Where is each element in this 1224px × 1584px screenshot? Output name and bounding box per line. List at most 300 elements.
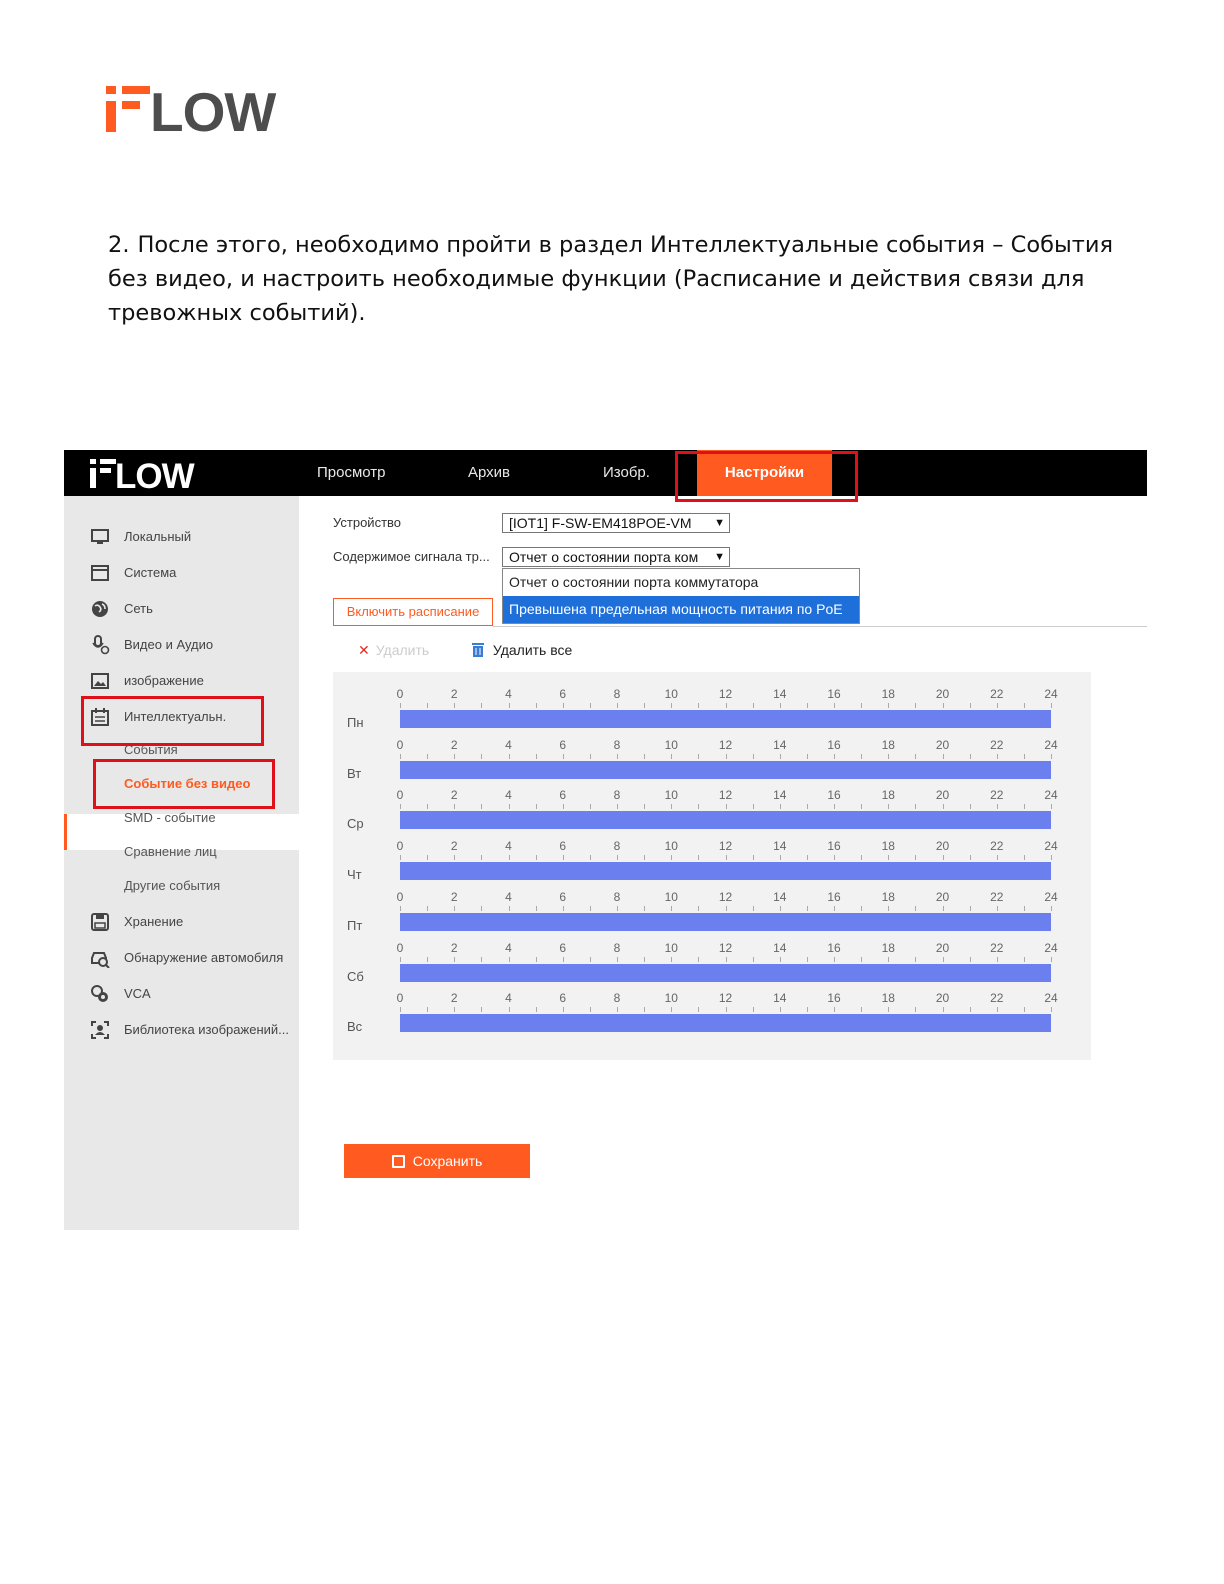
tick-mark — [481, 855, 482, 860]
sidebar-item-storage[interactable] — [64, 907, 299, 937]
tick-mark — [888, 906, 889, 911]
tick-mark — [834, 1007, 835, 1012]
dropdown-option-poe-exceeded[interactable]: Превышена предельная мощность питания по PoE — [503, 596, 859, 623]
signal-content-select[interactable] — [502, 547, 730, 567]
sidebar-item-label: Видео и Аудио — [124, 637, 214, 652]
tick-label: 22 — [990, 737, 1004, 752]
tick-mark — [834, 703, 835, 708]
day-label: Сб — [347, 968, 364, 984]
tick-mark — [563, 754, 564, 759]
tick-label: 6 — [559, 889, 567, 904]
tick-mark — [1051, 855, 1052, 860]
tick-mark — [753, 855, 754, 860]
tick-mark — [698, 1007, 699, 1012]
system-icon — [90, 563, 110, 583]
tick-mark — [915, 754, 916, 759]
tick-label: 24 — [1044, 737, 1058, 752]
tick-mark — [644, 804, 645, 809]
tick-mark — [807, 703, 808, 708]
sidebar-item-vehicle[interactable] — [64, 943, 299, 973]
tick-mark — [454, 957, 455, 962]
tick-label: 20 — [935, 788, 950, 803]
tick-label: 12 — [718, 687, 733, 701]
tick-mark — [834, 804, 835, 809]
tick-mark — [481, 804, 482, 809]
tick-mark — [427, 906, 428, 911]
nav-settings[interactable]: Настройки — [697, 450, 832, 496]
tick-mark — [671, 906, 672, 911]
storage-icon — [90, 912, 110, 932]
sidebar-sub-events[interactable]: События — [124, 742, 178, 757]
tick-label: 24 — [1044, 687, 1058, 701]
tick-mark — [753, 1007, 754, 1012]
tick-mark — [834, 754, 835, 759]
tick-mark — [753, 906, 754, 911]
tick-mark — [943, 703, 944, 708]
svg-text:LOW: LOW — [150, 84, 276, 134]
tick-mark — [536, 754, 537, 759]
tick-mark — [671, 754, 672, 759]
sidebar-sub-smd-event[interactable]: SMD - событие — [124, 810, 216, 825]
save-disk-icon — [392, 1155, 405, 1168]
tick-label: 8 — [613, 991, 621, 1006]
tick-label: 16 — [827, 737, 841, 752]
tick-mark — [943, 855, 944, 860]
tick-label: 24 — [1044, 889, 1058, 904]
tick-mark — [1051, 703, 1052, 708]
tick-mark — [915, 703, 916, 708]
weekly-schedule — [333, 672, 1091, 1060]
monitor-icon — [90, 527, 110, 547]
tick-mark — [888, 1007, 889, 1012]
tick-label: 22 — [990, 889, 1004, 904]
tick-label: 6 — [559, 687, 567, 701]
tick-mark — [861, 906, 862, 911]
tick-label: 2 — [450, 737, 458, 752]
tick-mark — [454, 703, 455, 708]
schedule-bar[interactable] — [400, 1014, 1051, 1032]
tick-mark — [997, 1007, 998, 1012]
schedule-bar[interactable] — [400, 811, 1051, 829]
tick-mark — [427, 855, 428, 860]
tick-mark — [861, 703, 862, 708]
tick-label: 10 — [664, 788, 678, 803]
tick-mark — [644, 906, 645, 911]
tick-mark — [861, 804, 862, 809]
chevron-down-icon: ▼ — [714, 517, 725, 529]
tick-mark — [400, 855, 401, 860]
tick-mark — [780, 855, 781, 860]
tick-mark — [726, 1007, 727, 1012]
tick-label: 12 — [718, 737, 733, 752]
tick-mark — [970, 906, 971, 911]
sidebar — [64, 496, 299, 1230]
tick-label: 18 — [881, 687, 895, 701]
sidebar-item-image-library[interactable] — [64, 1015, 299, 1045]
svg-text:LOW: LOW — [115, 458, 194, 490]
tick-mark — [834, 957, 835, 962]
tick-mark — [943, 957, 944, 962]
tick-mark — [536, 957, 537, 962]
tick-mark — [481, 754, 482, 759]
tick-mark — [509, 703, 510, 708]
tick-mark — [888, 754, 889, 759]
tick-mark — [888, 957, 889, 962]
tick-mark — [536, 1007, 537, 1012]
tick-label: 14 — [773, 940, 787, 955]
tick-label: 20 — [935, 687, 950, 701]
tick-label: 14 — [773, 788, 787, 803]
sidebar-item-label: Библиотека изображений... — [124, 1022, 289, 1037]
instruction-paragraph — [108, 228, 1118, 330]
tick-mark — [970, 1007, 971, 1012]
tick-mark — [997, 804, 998, 809]
tick-label: 20 — [935, 889, 950, 904]
tick-mark — [1024, 957, 1025, 962]
tick-label: 10 — [664, 737, 678, 752]
tick-mark — [400, 906, 401, 911]
tick-label: 18 — [881, 737, 895, 752]
globe-icon — [90, 599, 110, 619]
delete-button[interactable] — [358, 642, 429, 659]
tick-mark — [481, 957, 482, 962]
delete-label: Удалить — [375, 642, 430, 658]
tick-label: 22 — [990, 839, 1004, 854]
tick-mark — [454, 804, 455, 809]
tick-label: 14 — [773, 737, 787, 752]
tick-label: 2 — [450, 991, 458, 1006]
tick-label: 18 — [881, 991, 895, 1006]
tick-mark — [970, 754, 971, 759]
tick-label: 2 — [450, 839, 458, 854]
tick-label: 10 — [664, 889, 678, 904]
schedule-bar[interactable] — [400, 862, 1051, 880]
tick-label: 22 — [990, 940, 1004, 955]
close-icon: ✕ — [358, 642, 370, 658]
tick-label: 24 — [1044, 839, 1058, 854]
tick-label: 18 — [881, 889, 895, 904]
tick-label: 18 — [881, 940, 895, 955]
tick-label: 24 — [1044, 940, 1058, 955]
sidebar-item-network[interactable] — [64, 594, 299, 624]
tick-mark — [834, 906, 835, 911]
tick-mark — [970, 703, 971, 708]
tick-label: 4 — [505, 788, 512, 803]
tick-label: 4 — [505, 991, 512, 1006]
tick-mark — [915, 906, 916, 911]
tick-mark — [481, 1007, 482, 1012]
tick-label: 2 — [450, 788, 458, 803]
tick-mark — [509, 754, 510, 759]
tick-label: 0 — [396, 788, 404, 803]
tick-label: 6 — [559, 940, 567, 955]
tick-label: 16 — [827, 889, 841, 904]
tick-label: 18 — [881, 788, 895, 803]
tick-label: 16 — [827, 991, 841, 1006]
tick-label: 22 — [990, 788, 1004, 803]
tick-label: 20 — [935, 839, 950, 854]
signal-content-dropdown — [502, 568, 860, 624]
tick-mark — [726, 957, 727, 962]
tick-mark — [1051, 957, 1052, 962]
tick-mark — [888, 855, 889, 860]
tick-mark — [997, 855, 998, 860]
image-icon — [90, 671, 110, 691]
tick-label: 12 — [718, 788, 733, 803]
tick-mark — [427, 754, 428, 759]
tick-mark — [1024, 1007, 1025, 1012]
tick-mark — [997, 957, 998, 962]
tick-mark — [590, 855, 591, 860]
tick-mark — [861, 957, 862, 962]
tick-mark — [563, 855, 564, 860]
instruction-text: После этого, необходимо пройти в раздел Интеллектуальные события – События без видео, и настроить необходимые функции (Расписание и действия связи для тревожных событий). — [108, 232, 1113, 326]
tick-mark — [454, 855, 455, 860]
tick-mark — [617, 754, 618, 759]
tick-mark — [509, 804, 510, 809]
tick-mark — [861, 754, 862, 759]
instruction-number: 2. — [108, 232, 130, 258]
tick-mark — [644, 855, 645, 860]
sidebar-item-label: Сеть — [124, 601, 153, 616]
tick-mark — [509, 906, 510, 911]
nav-image[interactable]: Изобр. — [603, 464, 650, 481]
tick-label: 10 — [664, 839, 678, 854]
tick-mark — [617, 703, 618, 708]
tick-mark — [780, 804, 781, 809]
tick-mark — [753, 804, 754, 809]
schedule-bar[interactable] — [400, 710, 1051, 728]
trash-icon — [471, 642, 489, 658]
tick-label: 10 — [664, 940, 678, 955]
tick-mark — [997, 906, 998, 911]
tick-mark — [617, 855, 618, 860]
sidebar-item-label: Система — [124, 565, 177, 580]
tick-mark — [671, 957, 672, 962]
schedule-bar[interactable] — [400, 761, 1051, 779]
tick-mark — [726, 703, 727, 708]
tick-label: 0 — [396, 991, 404, 1006]
tick-mark — [753, 957, 754, 962]
tick-mark — [807, 1007, 808, 1012]
tick-label: 16 — [827, 788, 841, 803]
tick-label: 0 — [396, 687, 404, 701]
dropdown-option-port-status[interactable]: Отчет о состоянии порта коммутатора — [509, 574, 759, 590]
calendar-icon — [90, 707, 110, 727]
tick-mark — [617, 906, 618, 911]
tick-label: 12 — [718, 991, 733, 1006]
tick-label: 8 — [613, 737, 621, 752]
tick-mark — [671, 703, 672, 708]
tab-enable-schedule[interactable]: Включить расписание — [333, 598, 493, 626]
tick-label: 20 — [935, 737, 950, 752]
app-logo — [90, 458, 196, 495]
schedule-bar[interactable] — [400, 964, 1051, 982]
tick-mark — [888, 804, 889, 809]
tick-label: 4 — [505, 940, 512, 955]
tick-mark — [807, 957, 808, 962]
tick-label: 16 — [827, 687, 841, 701]
tick-label: 20 — [935, 940, 950, 955]
tick-label: 18 — [881, 839, 895, 854]
tick-mark — [753, 754, 754, 759]
tick-mark — [726, 855, 727, 860]
sidebar-item-image[interactable] — [64, 666, 299, 696]
schedule-bar[interactable] — [400, 913, 1051, 931]
tick-label: 14 — [773, 889, 787, 904]
tick-mark — [970, 957, 971, 962]
tick-mark — [943, 754, 944, 759]
tick-mark — [861, 1007, 862, 1012]
sidebar-item-local[interactable] — [64, 522, 299, 552]
tick-mark — [915, 855, 916, 860]
tick-mark — [617, 957, 618, 962]
tick-mark — [536, 906, 537, 911]
save-label: Сохранить — [412, 1153, 483, 1169]
sidebar-item-system[interactable] — [64, 558, 299, 588]
tick-mark — [943, 1007, 944, 1012]
tick-mark — [1051, 906, 1052, 911]
day-label: Пн — [347, 715, 364, 730]
tick-label: 10 — [664, 687, 678, 701]
tick-mark — [400, 754, 401, 759]
tick-mark — [970, 804, 971, 809]
nav-archive[interactable]: Архив — [468, 464, 511, 481]
tick-mark — [563, 804, 564, 809]
nav-view[interactable]: Просмотр — [317, 464, 386, 481]
tick-mark — [943, 906, 944, 911]
tick-mark — [726, 804, 727, 809]
top-navbar — [64, 450, 1147, 496]
tick-label: 16 — [827, 940, 841, 955]
sidebar-sub-other-events[interactable]: Другие события — [124, 878, 221, 893]
content-panel — [299, 496, 1147, 1230]
tick-mark — [590, 906, 591, 911]
tick-mark — [698, 754, 699, 759]
tick-mark — [997, 754, 998, 759]
settings-screenshot — [64, 450, 1147, 1230]
delete-all-button[interactable] — [471, 642, 572, 658]
tick-mark — [400, 703, 401, 708]
tick-mark — [1024, 703, 1025, 708]
tick-label: 14 — [773, 687, 787, 701]
tick-label: 4 — [505, 687, 512, 701]
tick-label: 6 — [559, 839, 567, 854]
sidebar-item-intelligent[interactable] — [64, 702, 299, 732]
tick-mark — [780, 1007, 781, 1012]
tick-label: 16 — [827, 839, 841, 854]
tick-mark — [644, 1007, 645, 1012]
tick-mark — [997, 703, 998, 708]
day-label: Вт — [347, 765, 362, 781]
tick-mark — [454, 1007, 455, 1012]
sidebar-item-vca[interactable] — [64, 979, 299, 1009]
tick-mark — [1024, 906, 1025, 911]
tick-mark — [427, 804, 428, 809]
tab-divider — [493, 626, 1147, 627]
day-label: Чт — [347, 867, 362, 883]
tick-mark — [644, 703, 645, 708]
face-library-icon — [90, 1020, 110, 1040]
tick-label: 22 — [990, 687, 1004, 701]
tick-mark — [1024, 855, 1025, 860]
tick-mark — [509, 957, 510, 962]
tick-label: 8 — [613, 687, 621, 701]
tick-mark — [753, 703, 754, 708]
tick-mark — [536, 703, 537, 708]
tick-mark — [617, 1007, 618, 1012]
tick-label: 10 — [664, 991, 678, 1006]
tick-mark — [481, 703, 482, 708]
tick-mark — [400, 1007, 401, 1012]
tick-mark — [780, 703, 781, 708]
flow-logo — [106, 84, 278, 139]
tick-mark — [1051, 754, 1052, 759]
tick-mark — [1051, 1007, 1052, 1012]
tick-mark — [563, 703, 564, 708]
tick-label: 4 — [505, 737, 512, 752]
tick-mark — [861, 855, 862, 860]
signal-content-label: Содержимое сигнала тр... — [333, 549, 490, 564]
tick-label: 20 — [935, 991, 950, 1006]
tick-label: 8 — [613, 889, 621, 904]
tick-mark — [563, 957, 564, 962]
tick-mark — [1024, 754, 1025, 759]
sidebar-item-label: Обнаружение автомобиля — [124, 950, 284, 965]
tick-mark — [536, 855, 537, 860]
tick-mark — [644, 957, 645, 962]
tick-label: 14 — [773, 839, 787, 854]
device-select[interactable] — [502, 513, 730, 533]
tick-label: 0 — [396, 839, 404, 854]
tick-label: 0 — [396, 940, 404, 955]
save-button[interactable] — [344, 1144, 530, 1178]
tick-mark — [590, 957, 591, 962]
tick-mark — [617, 804, 618, 809]
tick-label: 8 — [613, 839, 621, 854]
tick-mark — [915, 1007, 916, 1012]
microphone-icon — [90, 635, 110, 655]
car-icon — [90, 948, 110, 968]
tick-mark — [563, 906, 564, 911]
sidebar-item-label: Хранение — [124, 914, 184, 929]
tick-mark — [400, 957, 401, 962]
tick-mark — [915, 804, 916, 809]
tick-mark — [427, 703, 428, 708]
tick-mark — [671, 855, 672, 860]
sidebar-sub-face-compare[interactable]: Сравнение лиц — [124, 844, 217, 859]
sidebar-sub-no-video-event[interactable]: Событие без видео — [124, 776, 251, 791]
device-label: Устройство — [333, 515, 402, 530]
tick-mark — [590, 804, 591, 809]
tick-mark — [671, 804, 672, 809]
sidebar-item-video-audio[interactable] — [64, 630, 299, 660]
tick-label: 6 — [559, 737, 567, 752]
device-select-value: [IOT1] F-SW-EM418POE-VM — [509, 515, 692, 531]
tick-mark — [807, 754, 808, 759]
tick-mark — [915, 957, 916, 962]
sidebar-item-label: Локальный — [124, 529, 192, 544]
tick-mark — [644, 754, 645, 759]
tick-mark — [1051, 804, 1052, 809]
tick-mark — [780, 957, 781, 962]
tick-label: 2 — [450, 940, 458, 955]
tick-mark — [427, 1007, 428, 1012]
tick-label: 22 — [990, 991, 1004, 1006]
tick-mark — [454, 754, 455, 759]
tick-label: 24 — [1044, 788, 1058, 803]
tick-label: 12 — [718, 839, 733, 854]
